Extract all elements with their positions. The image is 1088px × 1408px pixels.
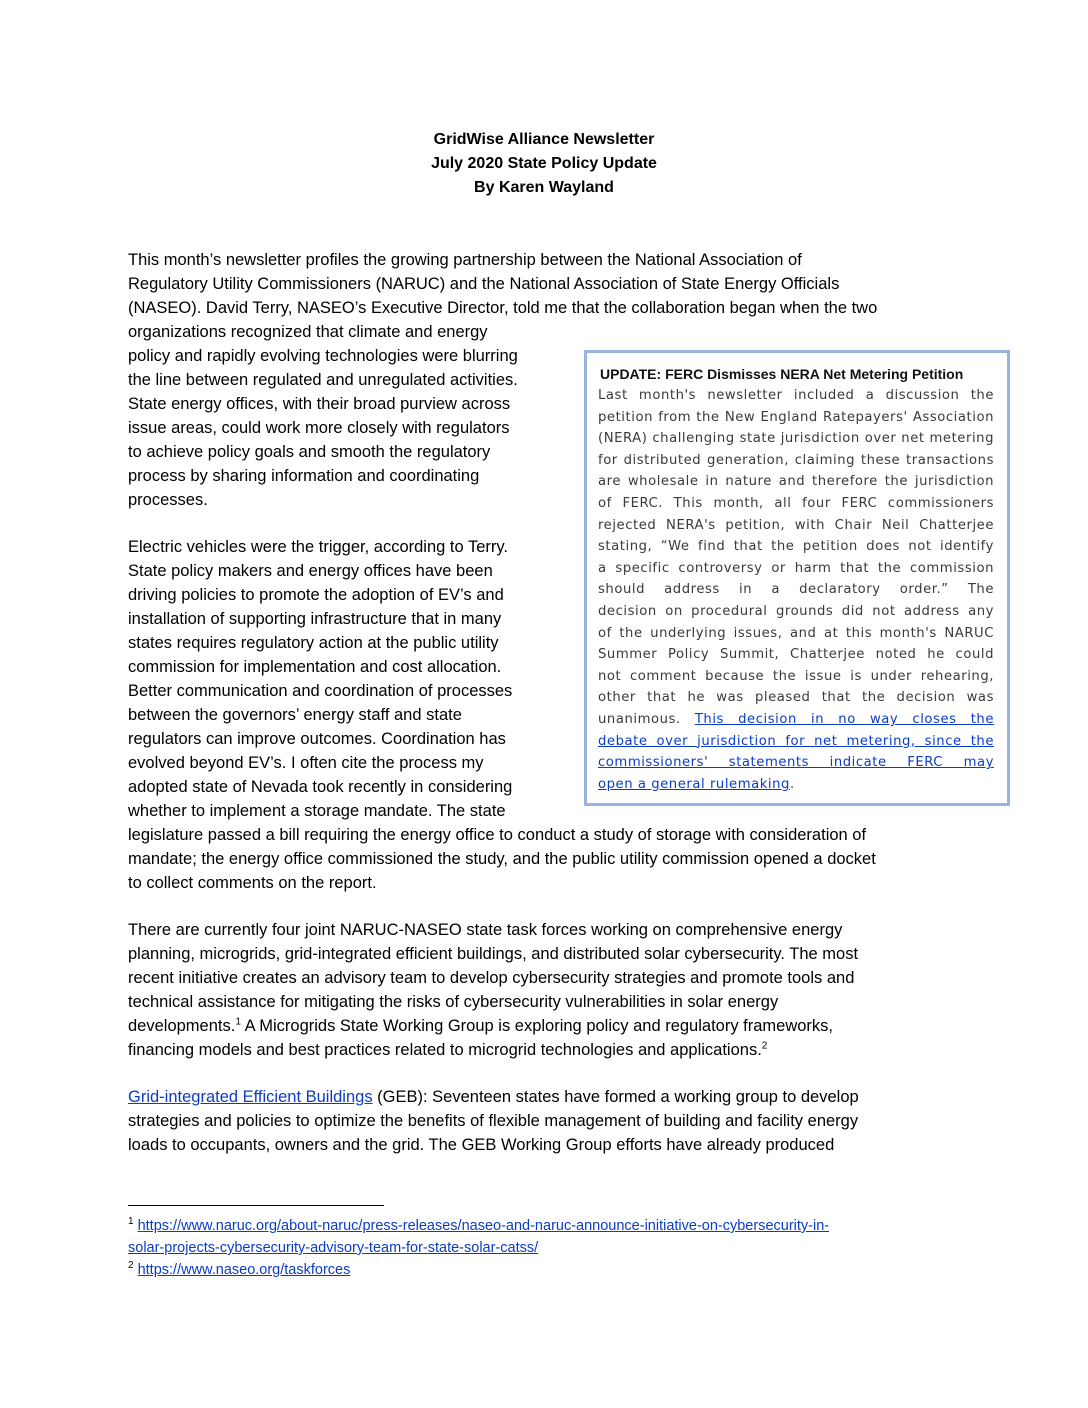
newsletter-title: GridWise Alliance Newsletter — [433, 131, 655, 148]
sidebar-line: for distributed generation, claiming these transactions — [598, 452, 994, 468]
text-line: adopted state of Nevada took recently in considering — [128, 778, 513, 796]
text-line: to achieve policy goals and smooth the regulatory — [128, 443, 491, 461]
text-line: regulators can improve outcomes. Coordination has — [128, 730, 506, 748]
newsletter-subtitle: July 2020 State Policy Update — [431, 155, 657, 172]
sidebar-line: petition from the New England Ratepayers' Association — [598, 409, 994, 425]
text-line: technical assistance for mitigating the risks of cybersecurity vulnerabilities in solar energy — [128, 993, 779, 1011]
sidebar-line: other that he was pleased that the decision was — [598, 690, 994, 706]
text-line: installation of supporting infrastructure that in many — [128, 610, 502, 628]
text-line: planning, microgrids, grid-integrated efficient buildings, and distributed solar cybersecurity. The most — [128, 945, 859, 963]
text-line: Regulatory Utility Commissioners (NARUC) and the National Association of State Energy Officials — [128, 275, 840, 293]
sidebar-line: of FERC. This month, all four FERC commissioners — [598, 496, 994, 511]
sidebar-line: (NERA) challenging state jurisdiction over net metering — [598, 431, 994, 447]
sidebar-text: . — [789, 776, 795, 792]
text-line: evolved beyond EV’s. I often cite the process my — [128, 754, 484, 772]
footnote-1 — [128, 1215, 829, 1237]
sidebar-line — [598, 774, 994, 796]
footnote-2-link[interactable]: https://www.naseo.org/taskforces — [137, 1262, 351, 1278]
text-line: organizations recognized that climate and energy — [128, 323, 488, 341]
text-line — [128, 1038, 767, 1062]
text-line: This month’s newsletter profiles the growing partnership between the National Association of — [128, 251, 802, 269]
text-line: processes. — [128, 491, 208, 509]
footnote-divider — [128, 1205, 384, 1206]
text-line — [128, 1014, 833, 1038]
text-line: states requires regulatory action at the public utility — [128, 634, 499, 652]
sidebar-rulemaking-link[interactable]: debate over jurisdiction for net metering, since the — [598, 733, 994, 749]
text-line: recent initiative creates an advisory team to develop cybersecurity strategies and promote tools and — [128, 969, 855, 987]
footnote-2 — [128, 1259, 350, 1281]
text-line: driving policies to promote the adoption of EV’s and — [128, 586, 504, 604]
footnote-1-link[interactable]: https://www.naruc.org/about-naruc/press-releases/naseo-and-naruc-announce-initiative-on-cybersecurity-in- — [137, 1218, 830, 1234]
text-line: to collect comments on the report. — [128, 874, 377, 892]
text-line: policy and rapidly evolving technologies were blurring — [128, 347, 518, 365]
sidebar-line: decision on procedural grounds did not address any — [598, 604, 994, 619]
text-line: the line between regulated and unregulated activities. — [128, 371, 518, 389]
byline: By Karen Wayland — [474, 179, 614, 196]
text-line: legislature passed a bill requiring the energy office to conduct a study of storage with consideration of — [128, 826, 867, 844]
footnote-1-link[interactable]: solar-projects-cybersecurity-advisory-team-for-state-solar-catss/ — [128, 1240, 539, 1256]
sidebar-line: rejected NERA's petition, with Chair Neil Chatterjee — [598, 517, 994, 533]
text-line — [128, 1085, 859, 1109]
text-line: Electric vehicles were the trigger, according to Terry. — [128, 538, 508, 556]
footnote-number: 2 — [128, 1260, 134, 1272]
footnote-number: 1 — [128, 1216, 134, 1228]
text-line: loads to occupants, owners and the grid. The GEB Working Group efforts have already produced — [128, 1136, 835, 1154]
text-line: strategies and policies to optimize the benefits of flexible management of building and facility energy — [128, 1112, 859, 1130]
text-line: mandate; the energy office commissioned the study, and the public utility commission opened a docket — [128, 850, 876, 868]
sidebar-rulemaking-link[interactable]: This decision in no way closes the — [694, 712, 994, 727]
sidebar-text: unanimous. — [598, 712, 695, 727]
text-line: commission for implementation and cost allocation. — [128, 658, 502, 676]
sidebar-line — [598, 709, 994, 731]
text-line: process by sharing information and coordinating — [128, 467, 480, 485]
footnote-ref-2[interactable]: 2 — [761, 1040, 768, 1052]
text-line: issue areas, could work more closely with regulators — [128, 419, 510, 437]
sidebar-rulemaking-link[interactable]: commissioners' statements indicate FERC may — [598, 755, 994, 771]
text-run: A Microgrids State Working Group is exploring policy and regulatory frameworks, — [240, 1017, 834, 1035]
text-run: developments. — [128, 1017, 236, 1035]
geb-link[interactable]: Grid-integrated Efficient Buildings — [128, 1088, 373, 1106]
text-line: Better communication and coordination of processes — [128, 682, 513, 700]
sidebar-update-box — [584, 350, 1010, 806]
text-line: between the governors’ energy staff and state — [128, 706, 462, 724]
text-run: (GEB): Seventeen states have formed a working group to develop — [372, 1088, 859, 1106]
sidebar-line: should address in a declaratory order.” The — [598, 582, 994, 598]
sidebar-line — [598, 731, 994, 753]
sidebar-heading: UPDATE: FERC Dismisses NERA Net Metering Petition — [600, 366, 964, 382]
sidebar-line: are wholesale in nature and therefore the jurisdiction — [598, 474, 994, 490]
text-line: State policy makers and energy offices have been — [128, 562, 493, 580]
text-line: whether to implement a storage mandate. The state — [128, 802, 506, 820]
text-line: (NASEO). David Terry, NASEO’s Executive Director, told me that the collaboration began when the two — [128, 299, 878, 317]
footnote-ref-1[interactable]: 1 — [235, 1016, 241, 1028]
sidebar-line: stating, “We find that the petition does not identify — [598, 539, 994, 555]
footnote-1-cont — [128, 1237, 538, 1259]
text-run: financing models and best practices related to microgrid technologies and applications. — [128, 1041, 762, 1059]
text-line: State energy offices, with their broad purview across — [128, 395, 511, 413]
sidebar-rulemaking-link[interactable]: open a general rulemaking — [598, 776, 790, 792]
sidebar-line — [598, 752, 994, 774]
sidebar-line: Last month's newsletter included a discussion the — [598, 388, 994, 403]
sidebar-line: not comment because the issue is under rehearing, — [598, 668, 994, 684]
text-line: There are currently four joint NARUC-NASEO state task forces working on comprehensive energy — [128, 921, 843, 939]
sidebar-line: a specific controversy or harm that the commission — [598, 560, 994, 576]
sidebar-line: Summer Policy Summit, Chatterjee noted he could — [598, 647, 994, 663]
sidebar-line: of the underlying issues, and at this month's NARUC — [598, 625, 994, 641]
